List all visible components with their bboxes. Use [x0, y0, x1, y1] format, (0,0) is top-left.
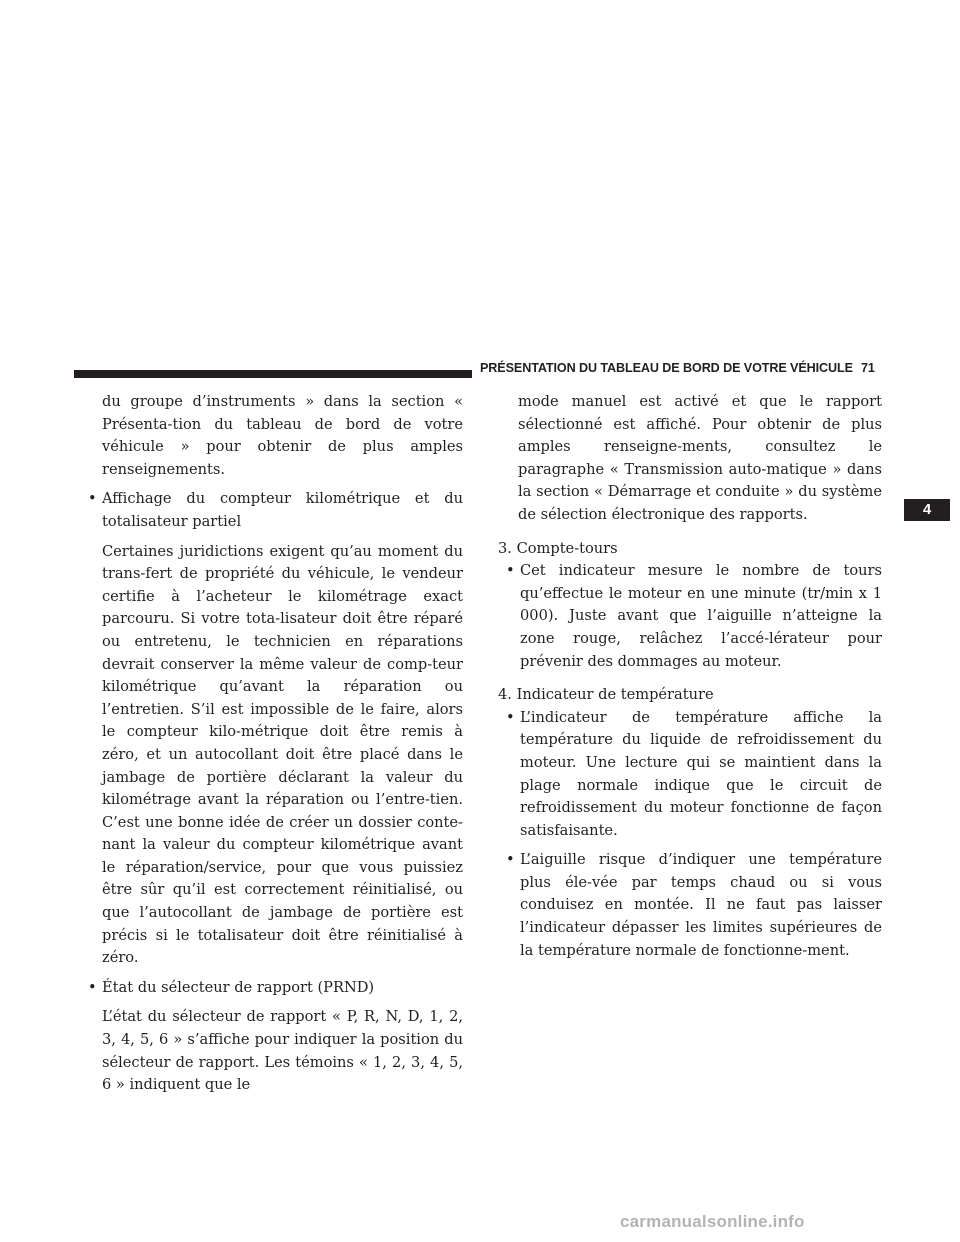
item-label: 4. Indicateur de température [498, 686, 714, 704]
paragraph: L’état du sélecteur de rapport « P, R, N, D, 1, 2, 3, 4, 5, 6 » s’affiche pour indiquer la position du sélecteur de rapport. Les témoins « 1, 2, 3, 4, 5, 6 » indiquent que le [102, 1008, 463, 1094]
numbered-item-temperature [486, 684, 882, 962]
bullet-text: L’indicateur de température affiche la température du liquide de refroidissement du moteur. Une lecture qui se maintient dans la plage normale indique que le circuit de refroidissement du moteur fonctionne de façon satisfaisante. [520, 708, 882, 839]
bullet-item [88, 488, 463, 533]
bullet-item [88, 977, 463, 1000]
bullet-text: L’aiguille risque d’indiquer une température plus éle-vée par temps chaud ou si vous conduisez en montée. Il ne faut pas laisser l’indicateur dépasser les limites supérieures de la température normale de fonctionne-ment. [520, 851, 882, 959]
chapter-tab: 4 [904, 499, 950, 521]
item-label: 3. Compte-tours [498, 539, 618, 557]
page-number: 71 [860, 361, 875, 375]
bullet-text: Affichage du compteur kilométrique et du totalisateur partiel [102, 490, 463, 530]
bullet-icon: • [88, 978, 97, 996]
bullet-icon: • [506, 708, 515, 726]
bullet-text: Cet indicateur mesure le nombre de tours qu’effectue le moteur en une minute (tr/min x 1 000). Juste avant que l’aiguille n’atteigne la zone rouge, relâchez l’accé-lérateur pour prévenir des dommages au moteur. [520, 562, 882, 670]
running-header [480, 361, 875, 375]
header-rule [74, 370, 472, 378]
bullet-icon: • [88, 490, 97, 508]
section-title: PRÉSENTATION DU TABLEAU DE BORD DE VOTRE VÉHICULE [480, 361, 853, 375]
bullet-item [506, 707, 882, 843]
paragraph: Certaines juridictions exigent qu’au moment du trans-fert de propriété du véhicule, le vendeur certifie à l’acheteur le kilométrage exact parcouru. Si votre tota-lisateur doit être réparé ou entretenu, le technicien en réparations devrait conserver la même valeur de comp-teur kilométrique qu’avant la réparation ou l’entretien. S’il est impossible de le faire, alors le compteur kilo-métrique doit être remis à zéro, et un autocollant doit être placé dans le jambage de portière déclarant la valeur du kilométrage avant la réparation ou l’entre-tien. C’est une bonne idée de créer un dossier conte-nant la valeur du compteur kilométrique avant le réparation/service, pour que vous puissiez être sûr qu’il est correctement réinitialisé, ou que l’autocollant de jambage de portière est précis si le totalisateur doit être réinitialisé à zéro. [102, 542, 463, 967]
paragraph: mode manuel est activé et que le rapport sélectionné est affiché. Pour obtenir de plus amples renseigne-ments, consultez le paragraphe « Transmission auto-matique » dans la section « Démarrage et conduite » du système de sélection électronique des rapports. [518, 393, 882, 523]
left-column [88, 391, 463, 1097]
numbered-item-tachometer [486, 538, 882, 674]
watermark: carmanualsonline.info [620, 1212, 805, 1231]
bullet-icon: • [506, 562, 515, 580]
bullet-icon: • [506, 851, 515, 869]
bullet-item [506, 849, 882, 962]
bullet-text: État du sélecteur de rapport (PRND) [102, 978, 375, 996]
paragraph: du groupe d’instruments » dans la section « Présenta-tion du tableau de bord de votre véhicule » pour obtenir de plus amples renseignements. [102, 393, 463, 478]
right-column [486, 391, 882, 962]
bullet-item [506, 560, 882, 673]
